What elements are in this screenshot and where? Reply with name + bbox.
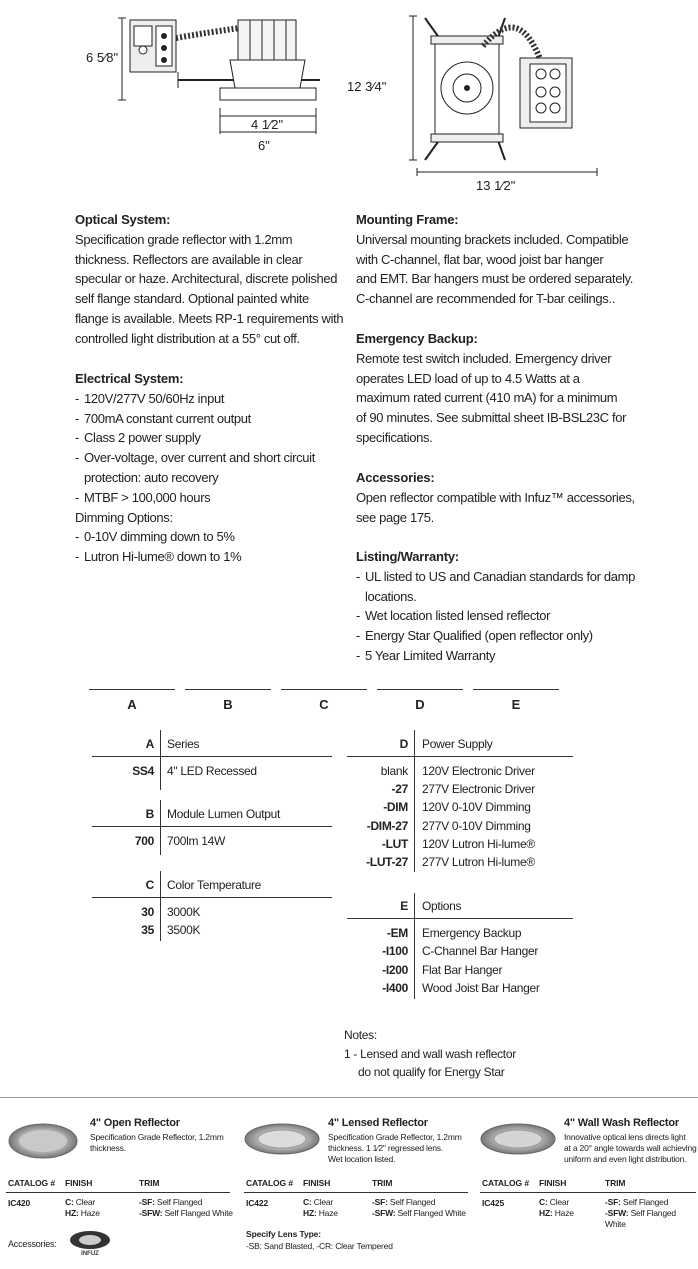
infuz-logo-text: INFUZ bbox=[81, 1251, 99, 1257]
table-e-desc: Flat Bar Hanger bbox=[422, 963, 503, 977]
infuz-logo-icon bbox=[68, 1229, 112, 1257]
mounting-line: Universal mounting brackets included. Compatible bbox=[356, 231, 629, 247]
trim-label: Self Flanged bbox=[622, 1197, 669, 1207]
desc-line: thickness. 1 1⁄2" regressed lens. bbox=[328, 1143, 444, 1153]
table-b-desc: 700lm 14W bbox=[167, 834, 225, 848]
trim-header: TRIM bbox=[372, 1178, 393, 1188]
mounting-line: C-channel are recommended for T-bar ceilings.. bbox=[356, 291, 615, 307]
mounting-title: Mounting Frame: bbox=[356, 212, 459, 227]
listing-title: Listing/Warranty: bbox=[356, 549, 460, 564]
catalog-number: IC422 bbox=[246, 1198, 269, 1208]
desc-line: thickness. bbox=[90, 1143, 126, 1153]
table-d-code: blank bbox=[380, 764, 408, 778]
optical-line: specular or haze. Architectural, discrete polished bbox=[75, 271, 338, 287]
finish-code: HZ: bbox=[303, 1208, 317, 1218]
accessories-label: Accessories: bbox=[8, 1239, 57, 1249]
desc-line: at a 20° angle towards wall achieving bbox=[564, 1143, 697, 1153]
catalog-number: IC425 bbox=[482, 1198, 505, 1208]
table-a-desc: 4" LED Recessed bbox=[167, 764, 257, 778]
emergency-line: specifications. bbox=[356, 429, 433, 445]
trim-label: Self Flanged White bbox=[605, 1208, 676, 1229]
trim-label: Self Flanged White bbox=[397, 1208, 466, 1218]
wall-wash-reflector-desc bbox=[564, 1132, 697, 1165]
top-width-label: 13 1⁄2" bbox=[476, 178, 516, 193]
table-d-code: -LUT bbox=[381, 837, 408, 851]
lensed-reflector-desc bbox=[328, 1132, 462, 1165]
order-key-letter-d: D bbox=[415, 697, 425, 712]
lens-type-line: -SB: Sand Blasted, -CR: Clear Tempered bbox=[246, 1241, 393, 1251]
dimming-title: Dimming Options: bbox=[75, 509, 173, 525]
finish-code: HZ: bbox=[65, 1208, 79, 1218]
finish-options bbox=[303, 1197, 338, 1219]
finish-header: FINISH bbox=[65, 1178, 93, 1188]
catalog-rule bbox=[6, 1192, 230, 1193]
trim-code: -SF: bbox=[372, 1197, 388, 1207]
optical-section bbox=[75, 210, 375, 349]
emergency-line: Remote test switch included. Emergency driver bbox=[356, 350, 612, 366]
top-view-drawing bbox=[395, 8, 635, 188]
trim-header: TRIM bbox=[139, 1178, 160, 1188]
finish-label: Clear bbox=[549, 1197, 570, 1207]
finish-header: FINISH bbox=[303, 1178, 331, 1188]
table-b-code: 700 bbox=[134, 834, 154, 848]
accessories-title: Accessories: bbox=[356, 470, 435, 485]
electrical-item: - 120V/277V 50/60Hz input bbox=[75, 389, 345, 409]
lens-type-title: Specify Lens Type: bbox=[246, 1229, 322, 1239]
trim-label: Self Flanged bbox=[156, 1197, 203, 1207]
table-e-desc: Emergency Backup bbox=[422, 926, 522, 940]
notes-title: Notes: bbox=[344, 1028, 377, 1042]
order-key-blank-a bbox=[89, 689, 175, 690]
table-c-title: Color Temperature bbox=[167, 878, 262, 892]
finish-code: C: bbox=[303, 1197, 312, 1207]
electrical-title: Electrical System: bbox=[75, 371, 184, 386]
order-key-letter-e: E bbox=[511, 697, 521, 712]
desc-line: Specification Grade Reflector, 1.2mm bbox=[328, 1132, 462, 1142]
optical-line: controlled light distribution at a 55° cut off. bbox=[75, 330, 300, 346]
table-e-desc: C-Channel Bar Hanger bbox=[422, 944, 539, 958]
emergency-line: operates LED load of up to 4.5 Watts at a bbox=[356, 370, 580, 386]
catalog-number: IC420 bbox=[8, 1198, 31, 1208]
finish-code: C: bbox=[539, 1197, 548, 1207]
accessories-line: Open reflector compatible with Infuz™ accessories, bbox=[356, 489, 635, 505]
optical-title: Optical System: bbox=[75, 212, 171, 227]
table-d-letter: D bbox=[399, 737, 408, 751]
emergency-section bbox=[356, 329, 656, 448]
table-c-letter: C bbox=[145, 878, 154, 892]
notes-line: 1 - Lensed and wall wash reflector bbox=[344, 1047, 516, 1061]
order-key-letter-a: A bbox=[127, 697, 137, 712]
desc-line: Specification Grade Reflector, 1.2mm bbox=[90, 1132, 224, 1142]
electrical-item: - 700mA constant current output bbox=[75, 409, 345, 429]
trim-code: -SF: bbox=[605, 1197, 621, 1207]
trim-label: Self Flanged bbox=[389, 1197, 436, 1207]
table-b-letter: B bbox=[145, 807, 154, 821]
side-inner-width-label: 4 1⁄2" bbox=[251, 117, 284, 132]
table-d-rule bbox=[347, 756, 573, 757]
lensed-reflector-title: 4" Lensed Reflector bbox=[328, 1117, 428, 1129]
notes-line: do not qualify for Energy Star bbox=[358, 1065, 505, 1079]
emergency-line: of 90 minutes. See submittal sheet IB-BSL23C for bbox=[356, 410, 627, 426]
wall-wash-reflector-title: 4" Wall Wash Reflector bbox=[564, 1117, 679, 1129]
side-height-label: 6 5⁄8" bbox=[86, 50, 119, 65]
accessories-line: see page 175. bbox=[356, 509, 434, 525]
table-d-code: -LUT-27 bbox=[366, 855, 408, 869]
table-d-desc: 277V Electronic Driver bbox=[422, 782, 535, 796]
listing-item: - Energy Star Qualified (open reflector only) bbox=[356, 626, 646, 646]
optical-line: Specification grade reflector with 1.2mm bbox=[75, 231, 293, 247]
finish-label: Haze bbox=[554, 1208, 574, 1218]
optical-line: flange is available. Meets RP-1 requirements with bbox=[75, 310, 344, 326]
table-a-rule bbox=[92, 756, 332, 757]
mounting-line: with C-channel, flat bar, wood joist bar hanger bbox=[356, 251, 604, 267]
dimming-item: - 0-10V dimming down to 5% bbox=[75, 527, 345, 547]
trim-code: -SF: bbox=[139, 1197, 155, 1207]
finish-options bbox=[539, 1197, 574, 1219]
table-e-code: -I200 bbox=[382, 963, 408, 977]
emergency-line: maximum rated current (410 mA) for a minimum bbox=[356, 390, 618, 406]
finish-label: Haze bbox=[80, 1208, 100, 1218]
side-outer-width-label: 6" bbox=[258, 138, 270, 153]
table-d-divider bbox=[414, 730, 415, 872]
table-c-desc: 3000K bbox=[167, 905, 201, 919]
open-reflector-title: 4" Open Reflector bbox=[90, 1117, 180, 1129]
catalog-header: CATALOG # bbox=[482, 1178, 529, 1188]
table-a-code: SS4 bbox=[132, 764, 154, 778]
order-key-blank-d bbox=[377, 689, 463, 690]
trim-header: TRIM bbox=[605, 1178, 626, 1188]
open-reflector-desc bbox=[90, 1132, 224, 1154]
wall-wash-reflector-image bbox=[480, 1122, 556, 1156]
table-e-code: -I400 bbox=[382, 981, 408, 995]
table-d-code: -DIM-27 bbox=[366, 819, 408, 833]
catalog-rule bbox=[244, 1192, 468, 1193]
optical-line: self flange standard. Optional painted white bbox=[75, 291, 309, 307]
table-d-desc: 120V Electronic Driver bbox=[422, 764, 535, 778]
dimming-item: - Lutron Hi-lume® down to 1% bbox=[75, 547, 345, 567]
table-e-rule bbox=[347, 918, 573, 919]
mounting-line: and EMT. Bar hangers must be ordered separately. bbox=[356, 271, 634, 287]
finish-options bbox=[65, 1197, 100, 1219]
table-e-letter: E bbox=[400, 899, 408, 913]
trim-code: -SFW: bbox=[139, 1208, 163, 1218]
table-c-rule bbox=[92, 897, 332, 898]
table-c-desc: 3500K bbox=[167, 923, 201, 937]
catalog-header: CATALOG # bbox=[246, 1178, 293, 1188]
order-key-blank-e bbox=[473, 689, 559, 690]
open-reflector-image bbox=[8, 1122, 78, 1160]
desc-line: Innovative optical lens directs light bbox=[564, 1132, 686, 1142]
table-b-title: Module Lumen Output bbox=[167, 807, 281, 821]
finish-label: Clear bbox=[75, 1197, 96, 1207]
lensed-reflector-image bbox=[244, 1122, 320, 1156]
electrical-item: - Class 2 power supply bbox=[75, 428, 345, 448]
reflector-strip-top-rule bbox=[0, 1097, 698, 1098]
table-d-desc: 277V 0-10V Dimming bbox=[422, 819, 531, 833]
table-d-code: -27 bbox=[391, 782, 408, 796]
table-b-divider bbox=[160, 800, 161, 855]
finish-label: Clear bbox=[313, 1197, 334, 1207]
table-c-code: 30 bbox=[141, 905, 154, 919]
table-d-desc: 120V Lutron Hi-lume® bbox=[422, 837, 535, 851]
finish-code: HZ: bbox=[539, 1208, 553, 1218]
desc-line: uniform and even light distribution. bbox=[564, 1154, 687, 1164]
table-c-divider bbox=[160, 871, 161, 941]
finish-code: C: bbox=[65, 1197, 74, 1207]
top-height-label: 12 3⁄4" bbox=[347, 79, 387, 94]
emergency-title: Emergency Backup: bbox=[356, 331, 478, 346]
table-c-code: 35 bbox=[141, 923, 154, 937]
finish-label: Haze bbox=[318, 1208, 338, 1218]
accessories-section bbox=[356, 468, 656, 527]
table-e-code: -I100 bbox=[382, 944, 408, 958]
table-e-title: Options bbox=[422, 899, 462, 913]
order-key-letter-b: B bbox=[223, 697, 233, 712]
order-key-blank-c bbox=[281, 689, 367, 690]
table-d-title: Power Supply bbox=[422, 737, 493, 751]
table-e-code: -EM bbox=[386, 926, 408, 940]
table-d-desc: 277V Lutron Hi-lume® bbox=[422, 855, 535, 869]
listing-item: - UL listed to US and Canadian standards for damp locations. bbox=[356, 567, 646, 607]
table-d-code: -DIM bbox=[383, 800, 408, 814]
electrical-item: - MTBF > 100,000 hours bbox=[75, 488, 345, 508]
trim-options bbox=[139, 1197, 233, 1219]
table-d-desc: 120V 0-10V Dimming bbox=[422, 800, 531, 814]
listing-section bbox=[356, 547, 646, 666]
mounting-section bbox=[356, 210, 656, 309]
side-view-drawing bbox=[80, 8, 340, 160]
listing-item: - 5 Year Limited Warranty bbox=[356, 646, 646, 666]
electrical-item: - Over-voltage, over current and short circuit protection: auto recovery bbox=[75, 448, 345, 488]
table-a-title: Series bbox=[167, 737, 200, 751]
electrical-section bbox=[75, 369, 345, 567]
table-e-desc: Wood Joist Bar Hanger bbox=[422, 981, 540, 995]
catalog-rule bbox=[480, 1192, 696, 1193]
table-b-rule bbox=[92, 826, 332, 827]
catalog-header: CATALOG # bbox=[8, 1178, 55, 1188]
trim-code: -SFW: bbox=[372, 1208, 396, 1218]
trim-options bbox=[605, 1197, 698, 1230]
optical-line: thickness. Reflectors are available in clear bbox=[75, 251, 303, 267]
table-e-divider bbox=[414, 893, 415, 999]
table-a-letter: A bbox=[145, 737, 154, 751]
order-key-blank-b bbox=[185, 689, 271, 690]
finish-header: FINISH bbox=[539, 1178, 567, 1188]
order-key-letter-c: C bbox=[319, 697, 329, 712]
listing-item: - Wet location listed lensed reflector bbox=[356, 606, 646, 626]
table-a-divider bbox=[160, 730, 161, 790]
trim-code: -SFW: bbox=[605, 1208, 629, 1218]
trim-options bbox=[372, 1197, 466, 1219]
desc-line: Wet location listed. bbox=[328, 1154, 396, 1164]
trim-label: Self Flanged White bbox=[164, 1208, 233, 1218]
